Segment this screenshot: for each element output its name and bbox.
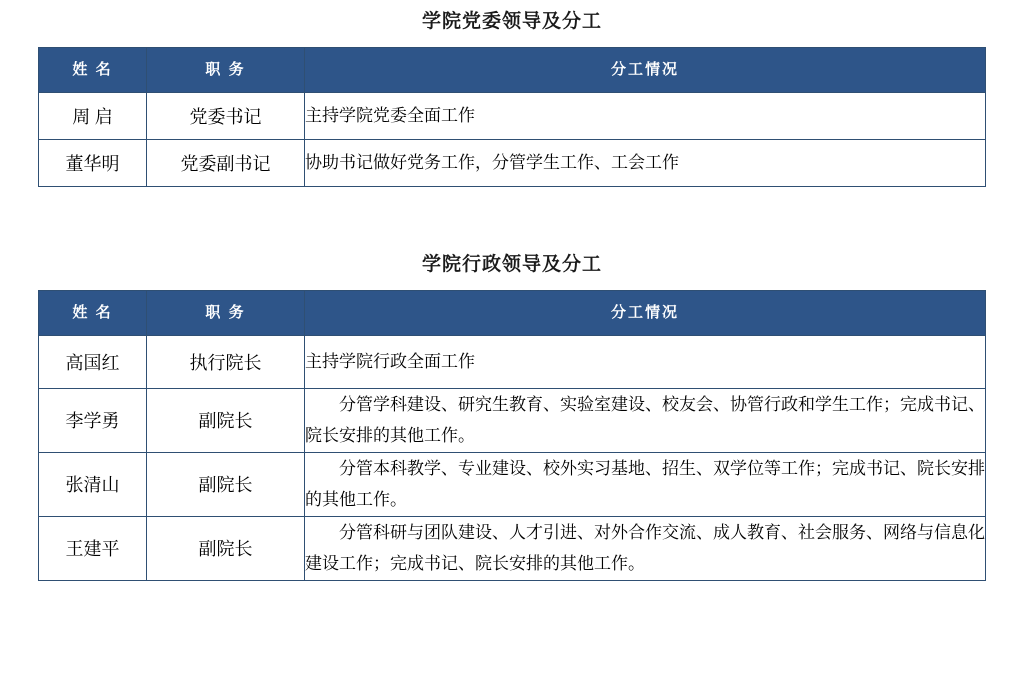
cell-name: 周 启 [39,93,147,140]
cell-duty: 主持学院党委全面工作 [305,93,986,140]
table-row [39,452,986,516]
duty-text: 分管本科教学、专业建设、校外实习基地、招生、双学位等工作；完成书记、院长安排的其他工作。 [305,458,985,510]
admin-table-head [39,291,986,336]
table-header-row [39,48,986,93]
table-header-row [39,291,986,336]
cell-duty [305,389,986,453]
cell-name: 张清山 [39,452,147,516]
cell-name: 王建平 [39,516,147,580]
column-header-role: 职 务 [147,291,305,336]
document-page [0,6,1024,700]
cell-role: 党委副书记 [147,140,305,187]
section-spacer [0,187,1024,249]
cell-duty: 协助书记做好党务工作，分管学生工作、工会工作 [305,140,986,187]
admin-table-wrapper [38,290,986,581]
duty-text: 主持学院行政全面工作 [305,352,475,372]
admin-table-body [39,336,986,581]
admin-leadership-table [38,290,986,581]
column-header-name: 姓 名 [39,48,147,93]
party-table-wrapper [38,47,986,187]
table-row [39,389,986,453]
party-leadership-table [38,47,986,187]
cell-name: 董华明 [39,140,147,187]
party-section-title: 学院党委领导及分工 [421,11,602,32]
cell-role: 执行院长 [147,336,305,389]
column-header-duty: 分工情况 [305,291,986,336]
cell-role: 党委书记 [147,93,305,140]
cell-name: 高国红 [39,336,147,389]
admin-section-title: 学院行政领导及分工 [421,254,602,275]
cell-duty [305,452,986,516]
column-header-name: 姓 名 [39,291,147,336]
column-header-duty: 分工情况 [305,48,986,93]
duty-text: 分管学科建设、研究生教育、实验室建设、校友会、协管行政和学生工作；完成书记、院长安排的其他工作。 [305,395,985,446]
cell-role: 副院长 [147,516,305,580]
cell-duty [305,516,986,580]
table-row [39,516,986,580]
cell-name: 李学勇 [39,389,147,453]
column-header-role: 职 务 [147,48,305,93]
table-row [39,140,986,187]
duty-text: 分管科研与团队建设、人才引进、对外合作交流、成人教育、社会服务、网络与信息化建设工作；完成书记、院长安排的其他工作。 [305,522,985,574]
cell-role: 副院长 [147,389,305,453]
table-row [39,336,986,389]
party-table-head [39,48,986,93]
party-table-body [39,93,986,187]
table-row [39,93,986,140]
cell-role: 副院长 [147,452,305,516]
cell-duty [305,336,986,389]
